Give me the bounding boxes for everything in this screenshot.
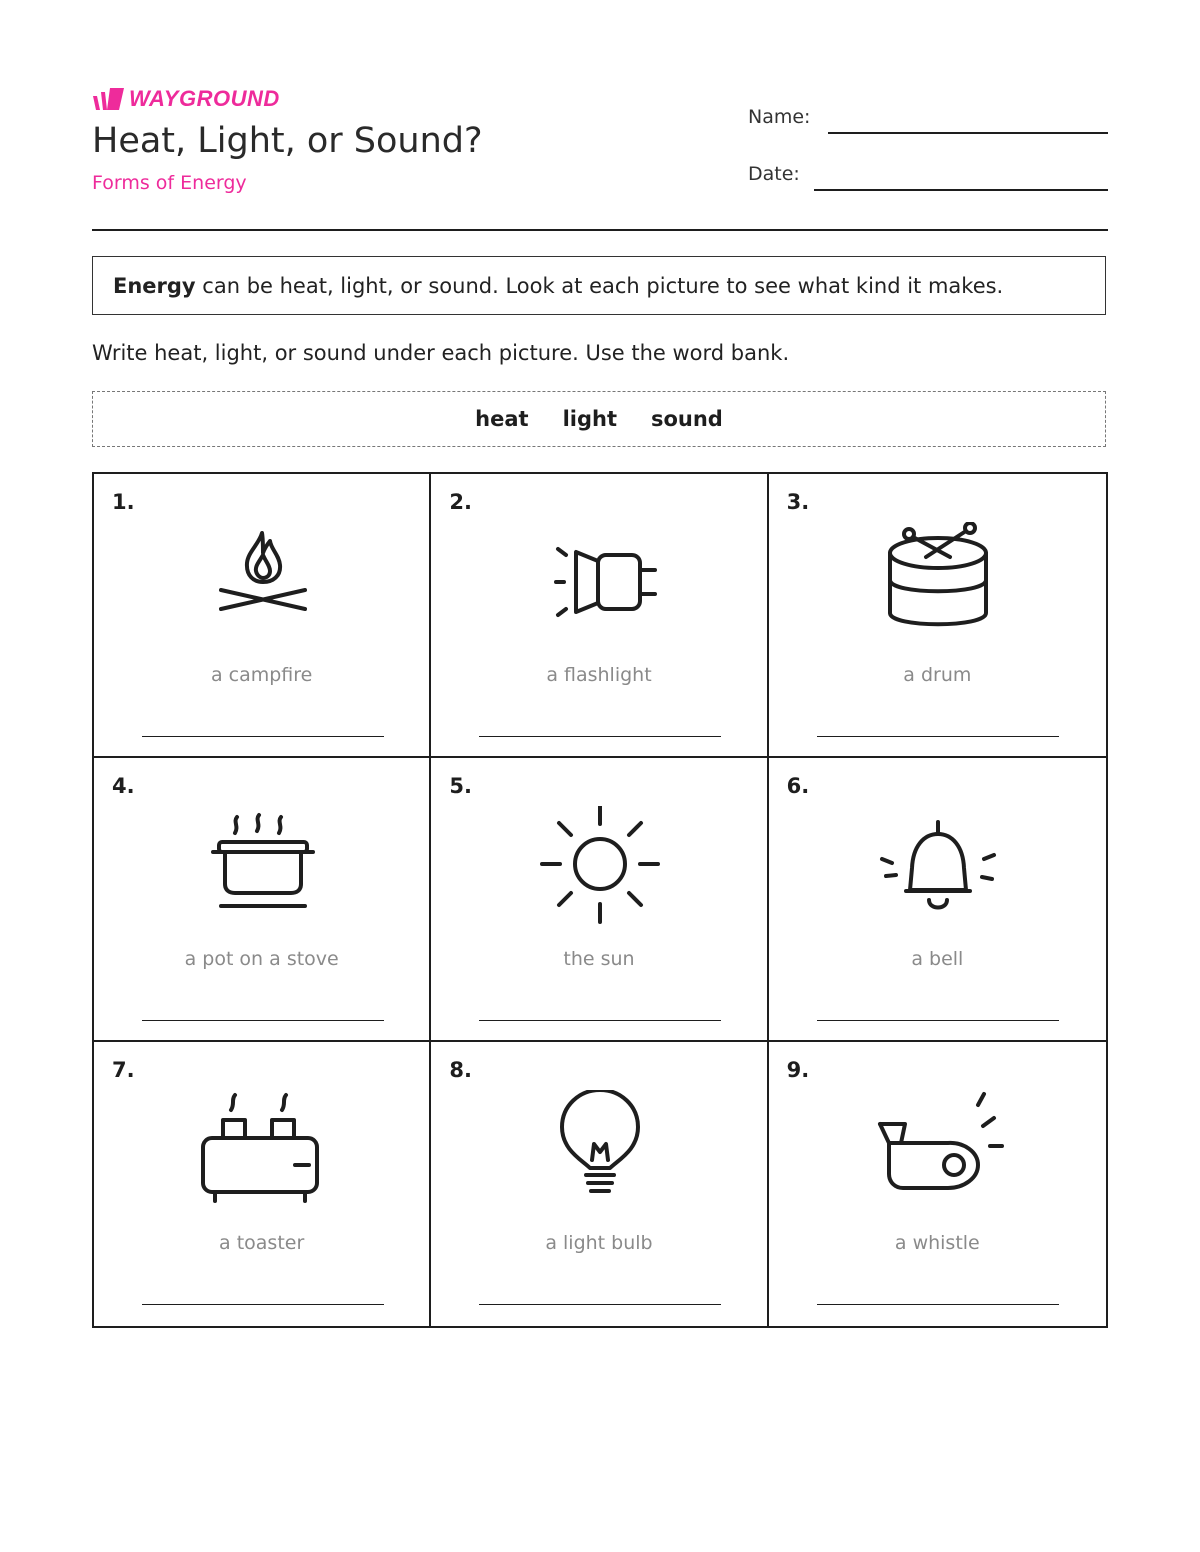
intro-bold-term: Energy (113, 274, 196, 298)
picture-caption: a drum (903, 664, 972, 686)
word-bank-item: heat (475, 407, 529, 431)
answer-line[interactable] (142, 1020, 384, 1021)
question-number: 2. (449, 490, 472, 514)
question-cell (769, 474, 1106, 758)
instructions: Write heat, light, or sound under each picture. Use the word bank. (92, 341, 790, 365)
question-cell (769, 1042, 1106, 1326)
answer-line[interactable] (479, 736, 721, 737)
light-bulb-icon (530, 1090, 670, 1210)
question-cell (431, 1042, 768, 1326)
question-cell (769, 758, 1106, 1042)
picture-grid (92, 472, 1108, 1328)
word-bank (92, 391, 1106, 447)
picture-caption: the sun (563, 948, 635, 970)
answer-line[interactable] (479, 1304, 721, 1305)
question-number: 6. (786, 774, 810, 798)
date-field[interactable] (814, 189, 1108, 191)
brand-logo (92, 86, 280, 112)
campfire-icon (193, 522, 333, 642)
question-cell (431, 474, 768, 758)
intro-box (92, 256, 1106, 315)
question-number: 8. (449, 1058, 472, 1082)
question-number: 7. (112, 1058, 135, 1082)
sun-icon (530, 806, 670, 926)
picture-caption: a whistle (894, 1232, 980, 1254)
picture-caption: a bell (911, 948, 964, 970)
page-title: Heat, Light, or Sound? (92, 121, 483, 161)
flashlight-icon (530, 522, 670, 642)
question-cell (94, 474, 431, 758)
answer-line[interactable] (142, 736, 384, 737)
header-divider (92, 229, 1108, 231)
answer-line[interactable] (817, 1304, 1059, 1305)
toaster-icon (193, 1090, 333, 1210)
question-number: 5. (449, 774, 472, 798)
answer-line[interactable] (479, 1020, 721, 1021)
brand-name: WAYGROUND (129, 86, 280, 111)
question-number: 4. (112, 774, 135, 798)
answer-line[interactable] (817, 1020, 1059, 1021)
page-subtitle: Forms of Energy (92, 172, 247, 194)
question-cell (431, 758, 768, 1042)
picture-caption: a light bulb (545, 1232, 653, 1254)
question-number: 1. (112, 490, 135, 514)
answer-line[interactable] (817, 736, 1059, 737)
name-label: Name: (748, 106, 811, 128)
picture-caption: a campfire (210, 664, 313, 686)
wayground-logo-icon (92, 87, 126, 111)
question-cell (94, 1042, 431, 1326)
question-number: 9. (786, 1058, 810, 1082)
date-label: Date: (748, 163, 800, 185)
word-bank-item: light (562, 407, 617, 431)
name-field[interactable] (828, 132, 1108, 134)
whistle-icon (868, 1090, 1008, 1210)
answer-line[interactable] (142, 1304, 384, 1305)
question-number: 3. (786, 490, 810, 514)
drum-icon (868, 522, 1008, 642)
picture-caption: a pot on a stove (184, 948, 339, 970)
pot-on-stove-icon (193, 806, 333, 926)
picture-caption: a toaster (219, 1232, 305, 1254)
word-bank-item: sound (650, 407, 723, 431)
question-cell (94, 758, 431, 1042)
intro-text: can be heat, light, or sound. Look at each picture to see what kind it makes. (195, 274, 1004, 298)
bell-icon (868, 806, 1008, 926)
picture-caption: a flashlight (546, 664, 652, 686)
